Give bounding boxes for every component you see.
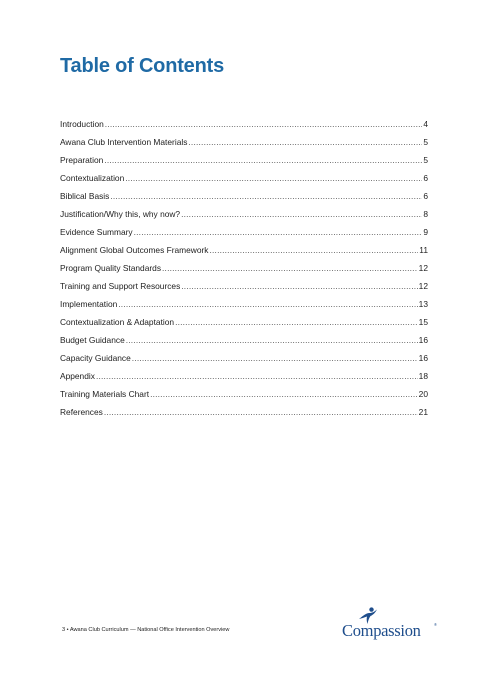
toc-entry-label: Preparation: [60, 155, 104, 165]
toc-entry[interactable]: [60, 244, 428, 262]
toc-entry[interactable]: [60, 190, 428, 208]
toc-entry[interactable]: [60, 226, 428, 244]
toc-leader: [175, 316, 418, 328]
toc-leader: [150, 388, 418, 400]
toc-leader: [104, 154, 422, 166]
toc-entry-label: Justification/Why this, why now?: [60, 209, 181, 219]
toc-entry-label: Training Materials Chart: [60, 389, 150, 399]
toc-entry-label: Introduction: [60, 119, 104, 129]
toc-entry-label: Contextualization: [60, 173, 125, 183]
toc-entry[interactable]: [60, 334, 428, 352]
toc-page-number: 9: [423, 227, 428, 237]
toc-entry-label: Program Quality Standards: [60, 263, 162, 273]
toc-entry[interactable]: [60, 298, 428, 316]
toc-entry[interactable]: [60, 136, 428, 154]
toc-entry[interactable]: [60, 406, 428, 424]
toc-page-number: 13: [418, 299, 428, 309]
toc-entry-label: Biblical Basis: [60, 191, 110, 201]
toc-leader: [126, 334, 418, 346]
toc-page-number: 16: [418, 335, 428, 345]
toc-leader: [132, 352, 418, 364]
toc-entry-label: Training and Support Resources: [60, 281, 181, 291]
toc-leader: [181, 280, 417, 292]
toc-leader: [188, 136, 422, 148]
registered-mark-icon: ®: [434, 622, 437, 627]
toc-entry[interactable]: [60, 154, 428, 172]
toc-entry-label: Implementation: [60, 299, 118, 309]
toc-page-number: 21: [418, 407, 428, 417]
toc-leader: [181, 208, 422, 220]
toc-entry[interactable]: [60, 352, 428, 370]
toc-page-number: 12: [418, 281, 428, 291]
toc-entry[interactable]: [60, 316, 428, 334]
toc-entry-label: Alignment Global Outcomes Framework: [60, 245, 209, 255]
toc-page-number: 11: [419, 245, 428, 255]
toc-leader: [110, 190, 422, 202]
toc-page-number: 5: [423, 137, 428, 147]
toc-entry-label: Awana Club Intervention Materials: [60, 137, 188, 147]
toc-page-number: 20: [418, 389, 428, 399]
toc-entry[interactable]: [60, 172, 428, 190]
toc-leader: [105, 118, 423, 130]
toc-page-number: 16: [418, 353, 428, 363]
toc-leader: [104, 406, 418, 418]
toc-entry[interactable]: [60, 370, 428, 388]
toc-page-number: 12: [418, 263, 428, 273]
toc-entry-label: Appendix: [60, 371, 95, 381]
toc-page-number: 4: [423, 119, 428, 129]
toc-page-number: 18: [418, 371, 428, 381]
toc-page-number: 5: [423, 155, 428, 165]
toc-entry-label: Capacity Guidance: [60, 353, 131, 363]
toc-leader: [96, 370, 418, 382]
compassion-logo: [342, 607, 438, 643]
toc-entry-label: Evidence Summary: [60, 227, 133, 237]
toc-page-number: 8: [423, 209, 428, 219]
toc-entry[interactable]: [60, 118, 428, 136]
toc-leader: [162, 262, 418, 274]
page-title: Table of Contents: [60, 55, 225, 77]
toc-entry[interactable]: [60, 388, 428, 406]
toc-entry[interactable]: [60, 262, 428, 280]
toc-page-number: 15: [418, 317, 428, 327]
toc-leader: [125, 172, 422, 184]
toc-leader: [118, 298, 417, 310]
toc-entry-label: Contextualization & Adaptation: [60, 317, 175, 327]
toc-entry[interactable]: [60, 280, 428, 298]
toc-entry[interactable]: [60, 208, 428, 226]
page-footer: 3 • Awana Club Curriculum — National Office Intervention Overview: [62, 627, 230, 633]
toc-entry-label: Budget Guidance: [60, 335, 125, 345]
toc-leader: [134, 226, 423, 238]
toc-page-number: 6: [423, 191, 428, 201]
logo-wordmark: Compassion: [342, 621, 421, 640]
toc-list: [60, 118, 428, 424]
toc-leader: [209, 244, 418, 256]
toc-page-number: 6: [423, 173, 428, 183]
toc-entry-label: References: [60, 407, 103, 417]
